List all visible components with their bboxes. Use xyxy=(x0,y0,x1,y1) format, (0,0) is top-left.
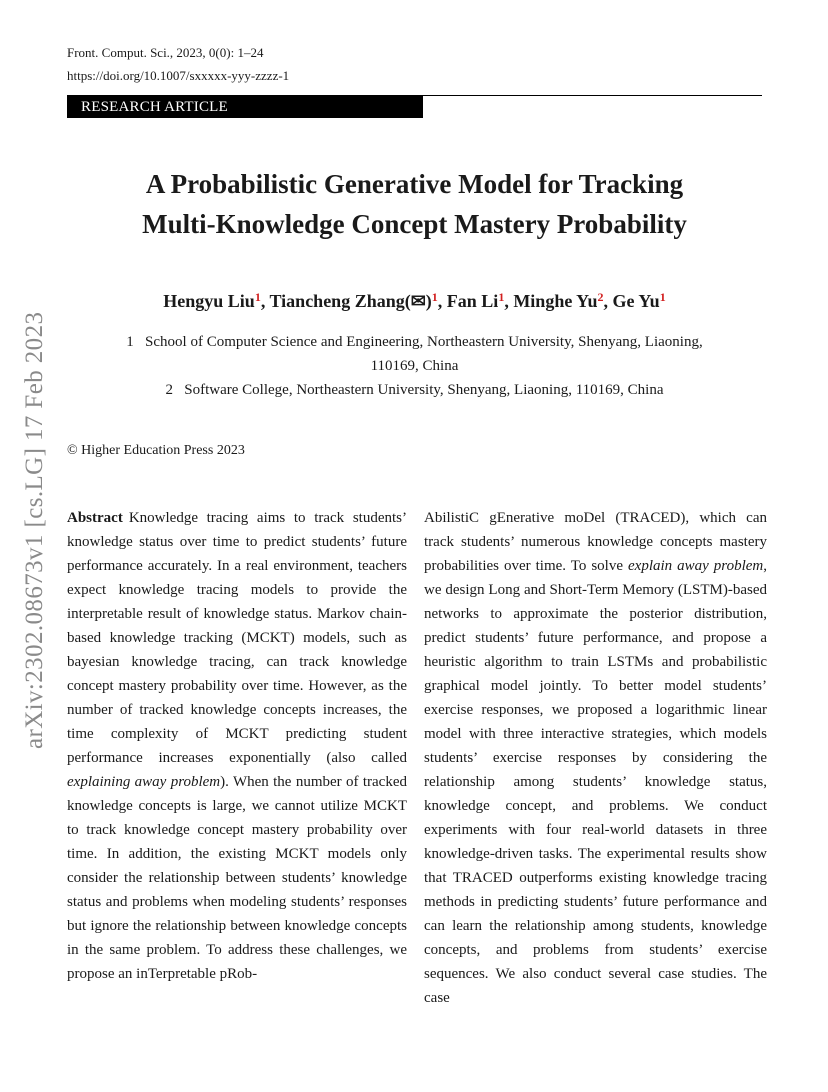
title-line-2: Multi-Knowledge Concept Mastery Probability xyxy=(142,209,687,239)
author-name: Ge Yu xyxy=(612,291,660,311)
doi-link[interactable]: https://doi.org/10.1007/sxxxxx-yyy-zzzz-1 xyxy=(67,68,290,83)
abstract-text: AbilistiC gEnerative moDel (TRACED), which can track students’ numerous knowledge concepts mastery probabilities over time. To solve xyxy=(424,510,767,574)
author-separator: , xyxy=(437,291,447,311)
abstract-text: ). When the number of tracked knowledge concepts is large, we cannot utilize MCKT to track knowledge concept mastery probability over time. In addition, the existing MCKT models only consider the relationship between students’ knowledge status and problems when modeling students’ responses but ignore the relationship between knowledge concepts in the same problem. To address these challenges, we propose an inTerpretable pRob- xyxy=(67,774,407,982)
article-type-banner: RESEARCH ARTICLE xyxy=(67,96,423,118)
arxiv-stamp: arXiv:2302.08673v1 [cs.LG] 17 Feb 2023 xyxy=(21,311,48,749)
author-name: Tiancheng Zhang(✉) xyxy=(269,291,432,311)
author-affiliation-mark: 1 xyxy=(659,290,666,304)
abstract-label: Abstract xyxy=(67,510,123,526)
author-affiliation-mark: 1 xyxy=(498,290,505,304)
abstract-emphasis: explaining away problem xyxy=(67,774,221,790)
journal-header xyxy=(67,41,289,87)
author-affiliation-mark: 2 xyxy=(597,290,604,304)
author-affiliation-mark: 1 xyxy=(254,290,261,304)
author-affiliation-mark: 1 xyxy=(431,290,438,304)
paper-title xyxy=(67,164,762,244)
abstract-emphasis: explain away problem xyxy=(628,558,764,574)
abstract-text: Knowledge tracing aims to track students’ knowledge status over time to predict students’ future performance accurately. In a real environment, teachers expect knowledge tracing models to provide the interpretable result of knowledge status. Markov chain-based knowledge tracking (MCKT) models, such as bayesian knowledge tracing, can track knowledge concept mastery probability over time. However, as the number of tracked knowledge concepts increases, the time complexity of MCKT predicting student performance increases exponentially (also called xyxy=(67,510,407,766)
abstract-text: , we design Long and Short-Term Memory (LSTM)-based networks to approximate the posterior distribution, predict students’ future performance, and propose a heuristic algorithm to train LSTMs and probabilistic graphical model jointly. To better model students’ exercise responses, we proposed a logarithmic linear model with three interactive strategies, which models students’ exercise responses by considering the relationship among students’ knowledge status, knowledge concept, and problems. We conduct experiments with four real-world datasets in three knowledge-driven tasks. The experimental results show that TRACED outperforms existing knowledge tracing methods in predicting students’ future performance and can learn the relationship among students, knowledge concepts, and problems from students’ exercise sequences. We also conduct several case studies. The case xyxy=(424,558,767,1006)
title-line-1: A Probabilistic Generative Model for Tracking xyxy=(145,169,684,199)
author-list xyxy=(67,288,762,314)
author-name: Fan Li xyxy=(446,291,499,311)
author-name: Minghe Yu xyxy=(513,291,598,311)
affiliation-1-line-1: 1 School of Computer Science and Engineering, Northeastern University, Shenyang, Liaoning, xyxy=(126,334,703,350)
author-separator: , xyxy=(260,291,270,311)
abstract-right-column xyxy=(424,506,767,1010)
affiliation-1 xyxy=(67,330,762,378)
copyright-notice: © Higher Education Press 2023 xyxy=(67,443,245,458)
author-name: Hengyu Liu xyxy=(163,291,255,311)
affiliation-2: 2 Software College, Northeastern University, Shenyang, Liaoning, 110169, China xyxy=(165,382,664,398)
journal-citation: Front. Comput. Sci., 2023, 0(0): 1–24 xyxy=(67,45,264,60)
abstract-left-column xyxy=(67,506,407,986)
affiliation-1-line-2: 110169, China xyxy=(370,358,459,374)
author-separator: , xyxy=(504,291,514,311)
author-separator: , xyxy=(603,291,613,311)
